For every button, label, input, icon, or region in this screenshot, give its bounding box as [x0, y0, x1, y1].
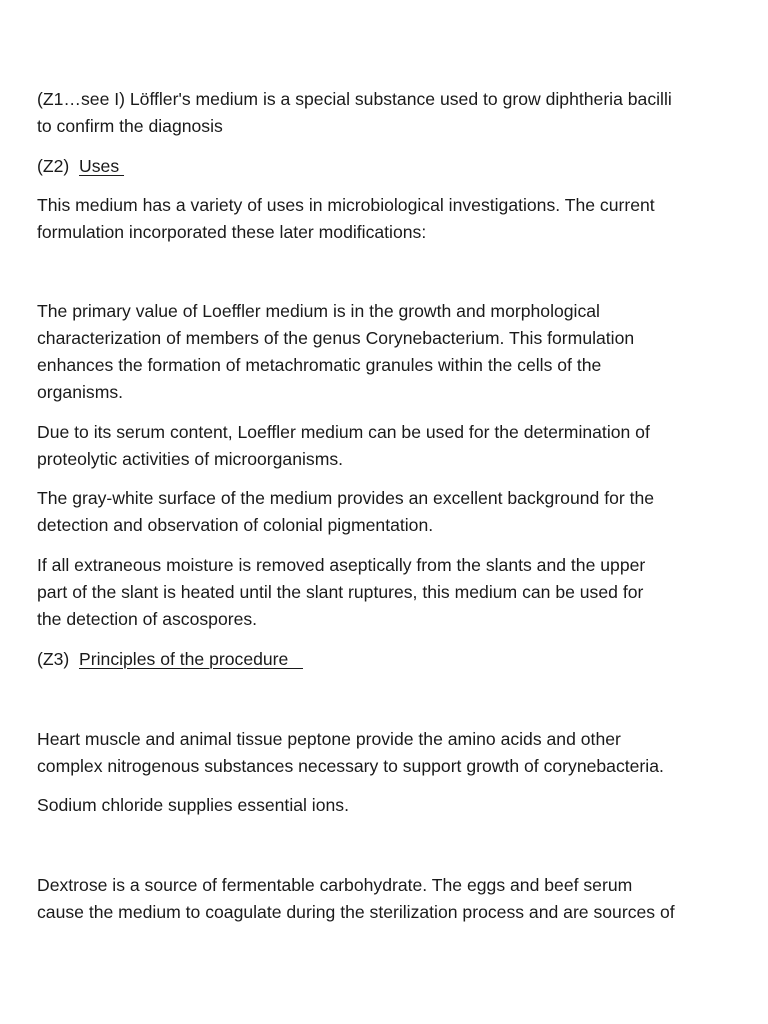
- uses-intro-line-1: This medium has a variety of uses in microbiological investigations. The current: [37, 195, 655, 215]
- primary-value-line-4: organisms.: [37, 382, 124, 402]
- primary-value-line-1: The primary value of Loeffler medium is in the growth and morphological: [37, 301, 600, 321]
- peptone-line-1: Heart muscle and animal tissue peptone provide the amino acids and other: [37, 729, 621, 749]
- primary-value-line-2: characterization of members of the genus Corynebacterium. This formulation: [37, 328, 635, 348]
- intro-line-1: (Z1…see I) Löffler's medium is a special substance used to grow diphtheria bacilli: [37, 89, 672, 109]
- serum-line-2: proteolytic activities of microorganisms.: [37, 449, 344, 469]
- section-marker: (Z3): [37, 649, 70, 669]
- intro-line-2: to confirm the diagnosis: [37, 116, 223, 136]
- dextrose-line-2: cause the medium to coagulate during the sterilization process and are sources of: [37, 902, 675, 922]
- ascospores-line-3: the detection of ascospores.: [37, 609, 258, 629]
- section-title: Uses: [79, 156, 125, 176]
- section-heading-uses: [37, 156, 124, 176]
- section-title: Principles of the procedure: [79, 649, 303, 669]
- ascospores-line-2: part of the slant is heated until the slant ruptures, this medium can be used for: [37, 582, 644, 602]
- surface-line-1: The gray-white surface of the medium provides an excellent background for the: [37, 488, 655, 508]
- ascospores-line-1: If all extraneous moisture is removed aseptically from the slants and the upper: [37, 555, 646, 575]
- uses-intro-line-2: formulation incorporated these later modifications:: [37, 222, 427, 242]
- primary-value-line-3: enhances the formation of metachromatic granules within the cells of the: [37, 355, 602, 375]
- surface-line-2: detection and observation of colonial pigmentation.: [37, 515, 434, 535]
- dextrose-line-1: Dextrose is a source of fermentable carbohydrate. The eggs and beef serum: [37, 875, 633, 895]
- serum-line-1: Due to its serum content, Loeffler medium can be used for the determination of: [37, 422, 650, 442]
- section-heading-principles: [37, 649, 303, 669]
- sodium-line-1: Sodium chloride supplies essential ions.: [37, 795, 349, 815]
- peptone-line-2: complex nitrogenous substances necessary to support growth of corynebacteria.: [37, 756, 664, 776]
- section-marker: (Z2): [37, 156, 70, 176]
